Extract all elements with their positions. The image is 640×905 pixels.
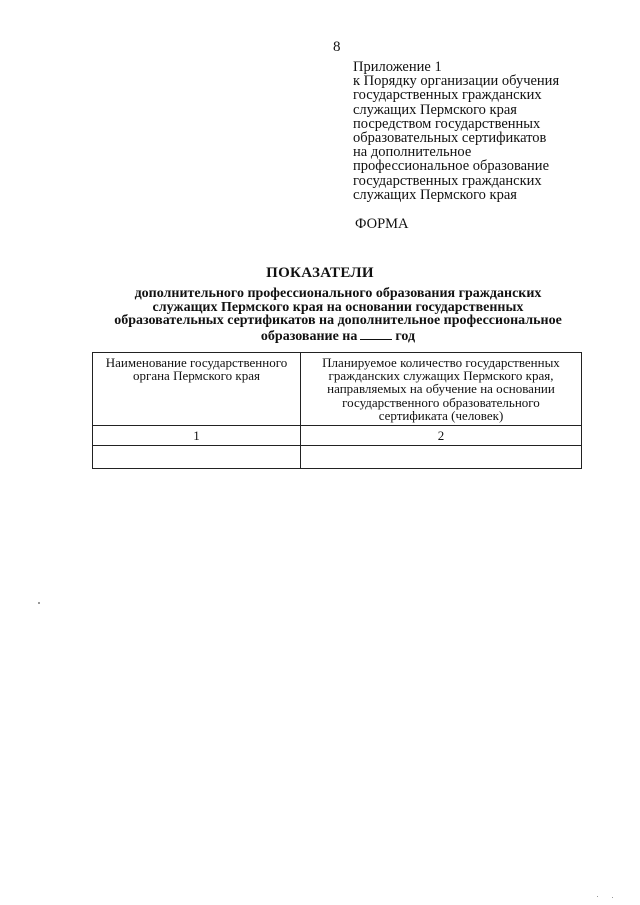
- header-cell-planned-count: Планируемое количество государственных гражданских служащих Пермского края, направляемых на обучение на основании государственного образовательного сертификата (человек): [301, 353, 582, 426]
- appendix-line: государственных гражданских: [353, 172, 542, 189]
- appendix-line: служащих Пермского края: [353, 186, 517, 203]
- appendix-reference: [353, 60, 593, 202]
- form-label: ФОРМА: [355, 216, 409, 232]
- scan-speck: [612, 897, 613, 898]
- appendix-line: на дополнительное: [353, 144, 472, 161]
- appendix-line: образовательных сертификатов: [353, 130, 547, 147]
- scan-speck: [597, 896, 598, 897]
- page-number: 8: [333, 39, 341, 55]
- appendix-line: служащих Пермского края: [353, 101, 517, 118]
- table-cell: [301, 446, 582, 469]
- column-number-cell: 2: [301, 426, 582, 446]
- document-subtitle: [88, 287, 588, 343]
- subtitle-line: дополнительного профессионального образования гражданских: [134, 286, 542, 301]
- document-title: ПОКАЗАТЕЛИ: [266, 265, 374, 281]
- appendix-line: посредством государственных: [353, 115, 541, 132]
- appendix-line: к Порядку организации обучения: [353, 73, 560, 90]
- appendix-line: профессиональное образование: [353, 158, 550, 175]
- scan-speck: [38, 602, 40, 604]
- year-blank-field: [360, 328, 392, 340]
- appendix-line: Приложение 1: [353, 59, 442, 75]
- subtitle-line: служащих Пермского края на основании государственных: [152, 299, 524, 315]
- header-cell-agency: Наименование государственного органа Пермского края: [93, 353, 301, 426]
- indicators-table: [92, 352, 582, 469]
- subtitle-line-end: год: [395, 328, 416, 344]
- column-number-row: [93, 426, 582, 446]
- table-header-row: [93, 353, 582, 426]
- table-row: [93, 446, 582, 469]
- subtitle-line: [88, 328, 588, 344]
- subtitle-line: образовательных сертификатов на дополнительное профессиональное: [114, 313, 562, 329]
- subtitle-line-start: образование на: [260, 328, 358, 344]
- appendix-line: государственных гражданских: [353, 87, 542, 104]
- column-number-cell: 1: [93, 426, 301, 446]
- table-cell: [93, 446, 301, 469]
